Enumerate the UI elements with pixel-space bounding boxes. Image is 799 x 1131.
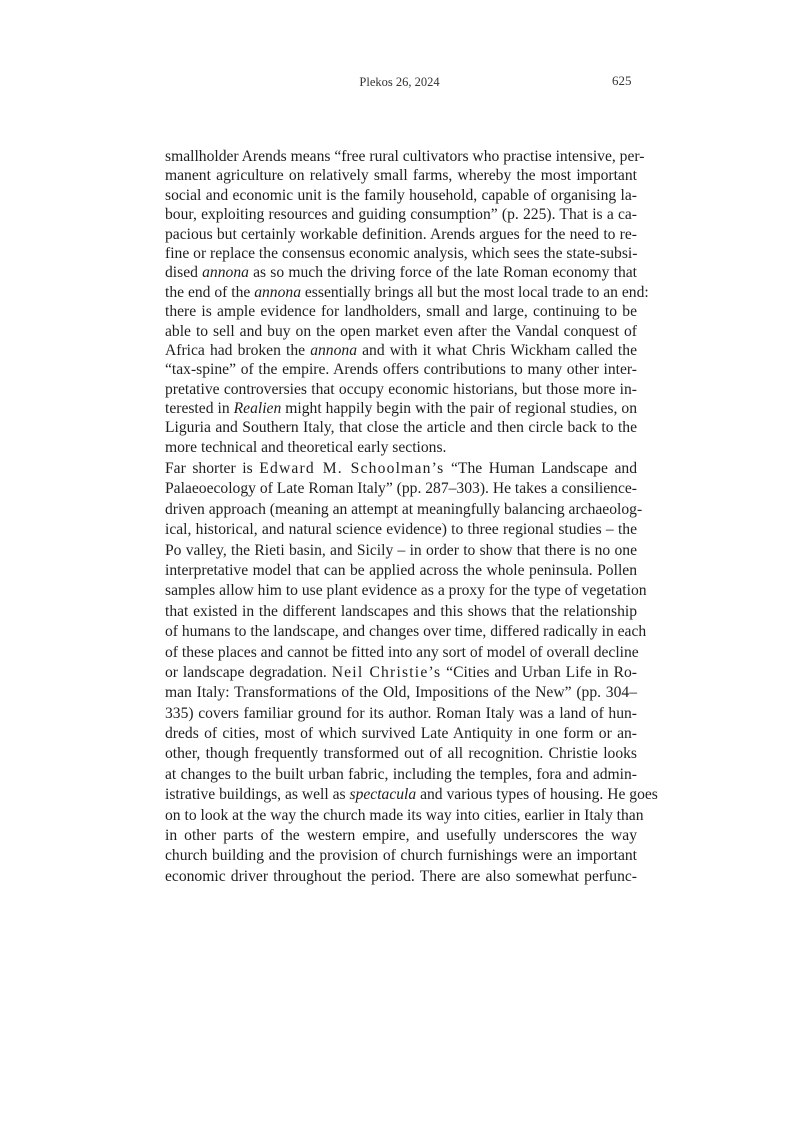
page-number: 625 (612, 73, 632, 88)
text-run: interpretative model that can be applied across the whole peninsula. Pollen (165, 561, 637, 579)
text-line (165, 561, 637, 581)
text-run: man Italy: Transformations of the Old, Impositions of the New” (pp. 304– (165, 684, 637, 702)
text-run: Liguria and Southern Italy, that close the article and then circle back to the (165, 419, 637, 437)
text-line (165, 765, 637, 785)
text-run: driven approach (meaning an attempt at meaningfully balancing archaeolog- (165, 500, 643, 518)
text-line (165, 643, 637, 663)
text-run: dreds of cities, most of which survived Late Antiquity in one form or an- (165, 725, 637, 743)
text-line (165, 186, 637, 205)
text-line (165, 418, 637, 437)
text-line (165, 724, 637, 744)
text-run: 335) covers familiar ground for its author. Roman Italy was a land of hun- (165, 704, 637, 722)
text-run: Palaeoecology of Late Roman Italy” (pp. 287–303). He takes a consilience- (165, 480, 637, 498)
text-line (165, 459, 637, 479)
text-line (165, 263, 637, 282)
text-line (165, 602, 637, 622)
text-run: as so much the driving force of the late Roman economy that (248, 264, 637, 282)
text-run: ical, historical, and natural science evidence) to three regional studies – the (165, 521, 637, 539)
running-head: Plekos 26, 2024 (359, 75, 440, 89)
text-line (165, 438, 637, 457)
text-run: Far shorter is (165, 460, 260, 477)
italic-term: annona (202, 264, 249, 282)
text-run: and with it what Chris Wickham called the (356, 341, 637, 359)
paragraph-schoolman-christie (165, 459, 658, 887)
text-run: “tax-spine” of the empire. Arends offers contributions to many other inter- (165, 361, 637, 379)
text-run: and various types of housing. He goes (416, 786, 658, 804)
text-run: fine or replace the consensus economic analysis, which sees the state-subsi- (165, 244, 638, 262)
text-run: there is ample evidence for landholders, small and large, continuing to be (165, 303, 637, 321)
text-run: might happily begin with the pair of regional studies, on (281, 400, 637, 418)
text-run: “Cities and Urban Life in Ro- (441, 663, 637, 681)
text-line (165, 520, 637, 540)
text-run: of these places and cannot be fitted into any sort of model of overall decline (165, 643, 639, 661)
text-line (165, 244, 637, 263)
text-run: economic driver throughout the period. There are also somewhat perfunc- (165, 867, 637, 885)
text-line (165, 341, 637, 360)
italic-term: annona (254, 283, 301, 301)
italic-term: annona (310, 341, 357, 359)
text-line (165, 147, 645, 166)
text-run: of humans to the landscape, and changes over time, differed radically in each (165, 623, 647, 641)
text-run: Africa had broken the (165, 341, 311, 359)
author-name: Edward M. Schoolman’s (259, 460, 445, 477)
text-line (165, 479, 637, 499)
text-line (165, 744, 637, 764)
text-line (165, 283, 649, 302)
text-run: essentially brings all but the most local trade to an end: (300, 283, 649, 301)
text-line (165, 225, 637, 244)
text-run: that existed in the different landscapes and this shows that the relationship (165, 602, 637, 620)
text-run: or landscape degradation. (165, 663, 332, 681)
text-line (165, 399, 637, 418)
text-line (165, 302, 637, 321)
text-run: “The Human Landscape and (444, 460, 637, 477)
text-line (165, 581, 647, 601)
text-run: samples allow him to use plant evidence as a proxy for the type of vegetation (165, 582, 647, 600)
text-line (165, 826, 637, 846)
text-run: on to look at the way the church made its way into cities, earlier in Italy than (165, 806, 644, 824)
text-line (165, 806, 644, 826)
text-run: smallholder Arends means “free rural cultivators who practise intensive, per- (165, 148, 645, 165)
text-run: bour, exploiting resources and guiding consumption” (p. 225). That is a ca- (165, 206, 637, 224)
text-line (165, 380, 637, 399)
text-run: Po valley, the Rieti basin, and Sicily – in order to show that there is no one (165, 541, 637, 559)
text-run: pacious but certainly workable definition. Arends argues for the need to re- (165, 225, 637, 243)
text-line (165, 683, 637, 703)
text-run: other, though frequently transformed out of all recognition. Christie looks (165, 745, 637, 763)
author-name: Neil Christie’s (331, 663, 442, 681)
text-line (165, 205, 637, 224)
text-line (165, 663, 637, 683)
text-line (165, 704, 637, 724)
text-line (165, 541, 637, 561)
text-line (165, 622, 647, 642)
text-run: more technical and theoretical early sections. (165, 438, 447, 456)
text-line (165, 166, 637, 185)
text-line (165, 322, 637, 341)
paragraph-arends (165, 147, 649, 457)
text-run: in other parts of the western empire, and usefully underscores the way (165, 827, 637, 845)
text-run: able to sell and buy on the open market even after the Vandal conquest of (165, 322, 637, 340)
text-run: the end of the (165, 283, 255, 301)
text-line (165, 360, 637, 379)
text-run: pretative controversies that occupy economic historians, but those more in- (165, 380, 637, 398)
text-line (165, 785, 658, 805)
text-line (165, 846, 637, 866)
italic-term: spectacula (349, 786, 417, 804)
text-run: terested in (165, 400, 234, 418)
text-run: social and economic unit is the family household, capable of organising la- (165, 186, 637, 204)
text-line (165, 867, 637, 887)
text-run: dised (165, 264, 203, 282)
text-run: manent agriculture on relatively small farms, whereby the most important (165, 167, 637, 185)
text-line (165, 500, 643, 520)
text-run: at changes to the built urban fabric, including the temples, fora and admin- (165, 765, 637, 783)
text-run: istrative buildings, as well as (165, 786, 350, 804)
italic-term: Realien (233, 400, 282, 418)
text-run: church building and the provision of church furnishings were an important (165, 847, 637, 865)
